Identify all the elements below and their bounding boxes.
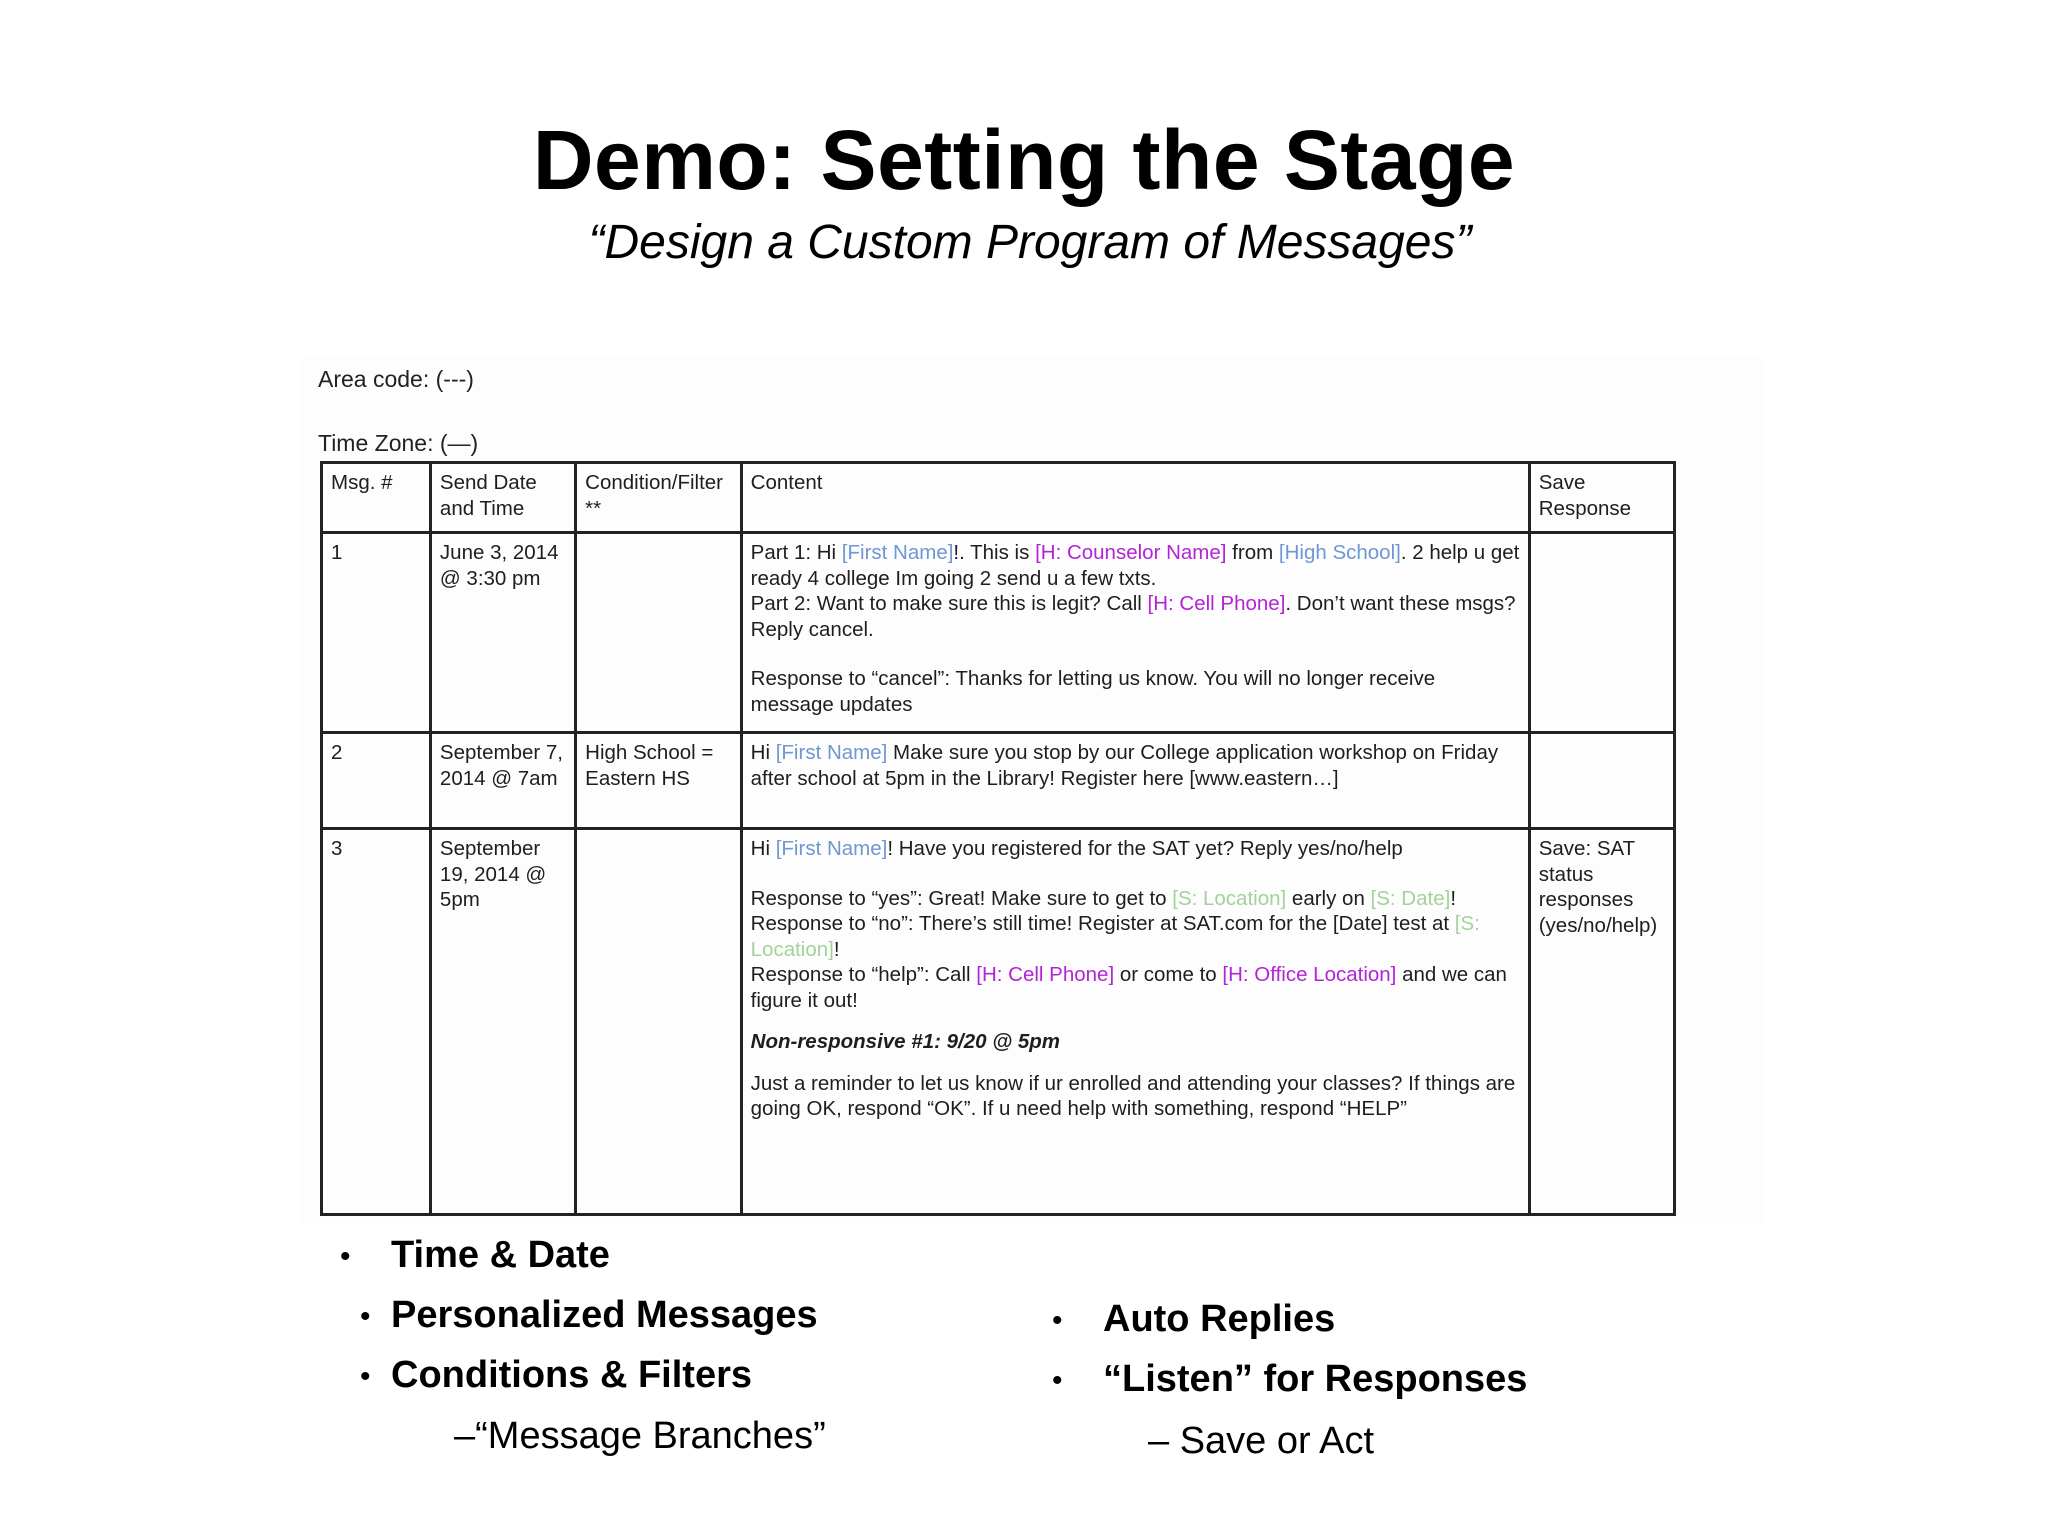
- row-content: [741, 733, 1529, 829]
- content-text: Response to “yes”: Great! Make sure to get to: [750, 886, 1173, 910]
- table-row: [322, 829, 1675, 1215]
- row-condition: High School = Eastern HS: [576, 733, 742, 829]
- cell-phone-field: [H: Cell Phone]: [976, 963, 1115, 986]
- bullet-conditions-filters: Conditions & Filters: [391, 1354, 752, 1396]
- time-zone-label: Time Zone: (—): [318, 430, 479, 456]
- table-row: [322, 533, 1675, 733]
- row-send-date: September 19, 2014 @ 5pm: [430, 829, 575, 1215]
- row-send-date: June 3, 2014 @ 3:30 pm: [430, 533, 575, 733]
- row-content: [741, 829, 1529, 1215]
- row-content: [741, 533, 1529, 733]
- bullet-auto-replies: Auto Replies: [1103, 1298, 1336, 1340]
- bullet-dot: •: [1052, 1304, 1063, 1337]
- row-send-date: September 7, 2014 @ 7am: [430, 733, 575, 829]
- first-name-field: [First Name]: [841, 541, 954, 564]
- header-content: Content: [741, 463, 1529, 533]
- slide-subtitle: “Design a Custom Program of Messages”: [588, 216, 1472, 269]
- row-condition: [576, 829, 742, 1215]
- area-code-label: Area code: (---): [318, 366, 474, 392]
- content-part-2: [751, 591, 1520, 642]
- row-save-response: [1529, 733, 1674, 829]
- content-text: Hi: [750, 741, 776, 764]
- high-school-field: [High School]: [1278, 541, 1401, 564]
- yes-response: [751, 886, 1520, 912]
- reminder-text: Just a reminder to let us know if ur enrolled and attending your classes? If things are going OK, respond “OK”. If u need help with something, respond “HELP”: [750, 1071, 1516, 1120]
- bullet-time-date: Time & Date: [391, 1234, 610, 1276]
- row-save-response: [1529, 533, 1674, 733]
- content-text: . 2 help u get ready 4 college Im going 2 send u a few txts.: [750, 541, 1520, 590]
- content-text: early on: [1286, 886, 1371, 910]
- header-save-response: Save Response: [1529, 463, 1674, 533]
- sat-date-field: [S: Date]: [1370, 886, 1451, 910]
- sat-question: [751, 836, 1520, 862]
- no-response: [751, 911, 1520, 962]
- header-condition: Condition/Filter **: [576, 463, 742, 533]
- cell-phone-field: [H: Cell Phone]: [1147, 592, 1286, 615]
- row-msg-number: 2: [322, 733, 431, 829]
- content-text: Make sure you stop by our College application workshop on Friday after school at 5pm in the Library! Register here [www.eastern…]: [750, 741, 1499, 790]
- slide-title: Demo: Setting the Stage: [532, 113, 1516, 207]
- content-text: from: [1226, 541, 1279, 564]
- content-text: ! Have you registered for the SAT yet? Reply yes/no/help: [887, 837, 1403, 860]
- table-row: [322, 733, 1675, 829]
- sat-location-field: [S: Location]: [750, 912, 1480, 961]
- first-name-field: [First Name]: [775, 741, 888, 764]
- sub-bullet-save-or-act: – Save or Act: [1148, 1420, 1375, 1462]
- row-msg-number: 1: [322, 533, 431, 733]
- non-responsive-heading: Non-responsive #1: 9/20 @ 5pm: [750, 1030, 1061, 1053]
- table-header-row: [322, 463, 1675, 533]
- bullet-dot: •: [1052, 1364, 1063, 1397]
- cancel-response: Response to “cancel”: Thanks for letting us know. You will no longer receive message updates: [750, 667, 1436, 716]
- bullet-personalized-messages: Personalized Messages: [391, 1294, 818, 1336]
- bullet-dot: •: [340, 1240, 351, 1273]
- help-response: [751, 962, 1520, 1013]
- content-text: Part 1: Hi: [750, 541, 842, 564]
- header-send-date: Send Date and Time: [430, 463, 575, 533]
- row-condition: [576, 533, 742, 733]
- content-text: and we can figure it out!: [750, 963, 1507, 1012]
- first-name-field: [First Name]: [775, 837, 888, 860]
- content-text: !: [1450, 886, 1457, 910]
- message-program-table: [320, 461, 1676, 1216]
- content-text: !: [833, 937, 840, 961]
- row-msg-number: 3: [322, 829, 431, 1215]
- bullet-dot: •: [360, 1360, 371, 1393]
- content-text: !. This is: [953, 541, 1036, 564]
- content-part-1: [751, 540, 1520, 591]
- content-text: Part 2: Want to make sure this is legit? Call: [750, 592, 1148, 615]
- content-text: Response to “help”: Call: [750, 963, 977, 986]
- office-location-field: [H: Office Location]: [1222, 963, 1397, 986]
- content-text: . Don’t want these msgs? Reply cancel.: [750, 592, 1516, 641]
- bullet-dot: •: [360, 1300, 371, 1333]
- content-text: or come to: [1114, 963, 1223, 986]
- header-msg-number: Msg. #: [322, 463, 431, 533]
- sat-location-field: [S: Location]: [1172, 886, 1287, 910]
- sub-bullet-message-branches: –“Message Branches”: [454, 1415, 826, 1457]
- counselor-name-field: [H: Counselor Name]: [1035, 541, 1227, 564]
- content-text: Response to “no”: There’s still time! Register at SAT.com for the [Date] test at: [750, 912, 1455, 935]
- content-text: Hi: [750, 837, 776, 860]
- bullet-listen-for-responses: “Listen” for Responses: [1103, 1358, 1528, 1400]
- row-save-response: Save: SAT status responses (yes/no/help): [1529, 829, 1674, 1215]
